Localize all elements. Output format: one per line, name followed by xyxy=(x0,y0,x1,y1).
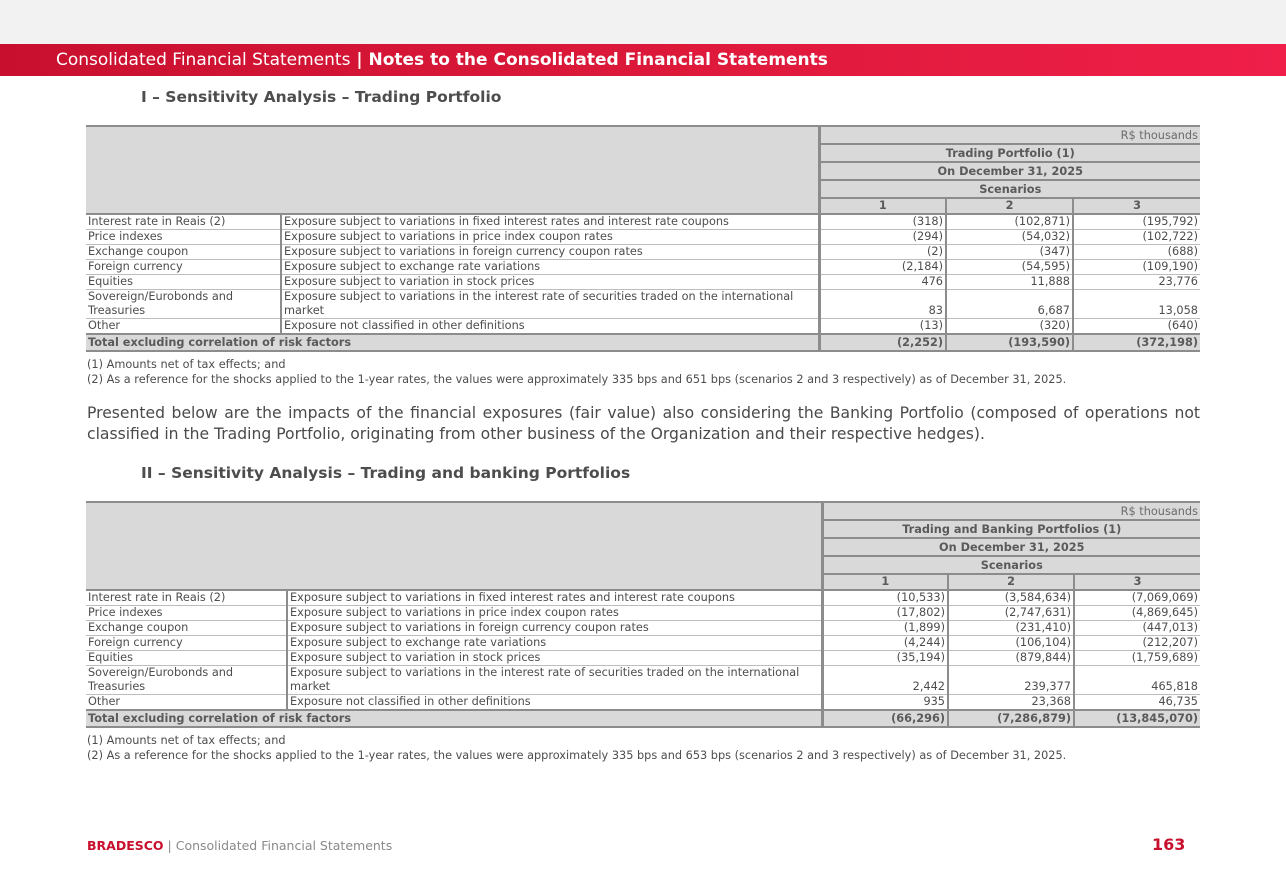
scenario-1-value: 2,442 xyxy=(822,666,948,695)
scenario-3-header: 3 xyxy=(1074,574,1200,590)
risk-factor-cell: Foreign currency xyxy=(86,636,287,651)
total-row xyxy=(86,710,1200,727)
scenario-3-value: (102,722) xyxy=(1073,230,1200,245)
header-separator: | xyxy=(350,50,369,70)
total-label: Total excluding correlation of risk factors xyxy=(86,334,819,351)
table1-note-2: (2) As a reference for the shocks applied to the 1-year rates, the values were approximately 335 bps and 651 bps (scenarios 2 and 3 respectively) as of December 31, 2025. xyxy=(87,373,1067,386)
scenario-3-value: (7,069,069) xyxy=(1074,590,1200,606)
header-subsection: Notes to the Consolidated Financial Statements xyxy=(368,50,828,70)
scenario-1-value: (35,194) xyxy=(822,651,948,666)
page-number: 163 xyxy=(1152,835,1186,854)
scenario-3-value: 23,776 xyxy=(1073,275,1200,290)
scenario-2-value: (347) xyxy=(946,245,1073,260)
total-scenario-3: (13,845,070) xyxy=(1074,710,1200,727)
scenario-2-header: 2 xyxy=(948,574,1074,590)
risk-factor-cell: Equities xyxy=(86,275,281,290)
scenario-1-value: 83 xyxy=(819,290,946,319)
exposure-description-cell: Exposure subject to variations in fixed interest rates and interest rate coupons xyxy=(287,590,822,606)
table-row xyxy=(86,621,1200,636)
scenario-1-value: (4,244) xyxy=(822,636,948,651)
table-row xyxy=(86,590,1200,606)
footer-text: Consolidated Financial Statements xyxy=(175,838,393,853)
scenario-2-value: 6,687 xyxy=(946,290,1073,319)
table-row xyxy=(86,319,1200,335)
table-row xyxy=(86,695,1200,711)
exposure-description-cell: Exposure subject to variations in fixed interest rates and interest rate coupons xyxy=(281,214,819,230)
table-row xyxy=(86,651,1200,666)
trading-portfolio-table xyxy=(86,125,1200,352)
table-row xyxy=(86,230,1200,245)
header-section: Consolidated Financial Statements xyxy=(56,50,351,70)
exposure-description-cell: Exposure subject to variation in stock prices xyxy=(281,275,819,290)
header-blank xyxy=(86,126,819,214)
scenario-3-value: (4,869,645) xyxy=(1074,606,1200,621)
risk-factor-cell: Interest rate in Reais (2) xyxy=(86,590,287,606)
risk-factor-cell: Sovereign/Eurobonds and Treasuries xyxy=(86,290,281,319)
footer-brand: BRADESCO xyxy=(87,838,164,853)
scenario-1-value: (2) xyxy=(819,245,946,260)
risk-factor-cell: Foreign currency xyxy=(86,260,281,275)
scenario-1-value: (318) xyxy=(819,214,946,230)
scenario-1-value: (17,802) xyxy=(822,606,948,621)
scenarios-label: Scenarios xyxy=(819,180,1200,198)
table-row xyxy=(86,260,1200,275)
page-header-banner xyxy=(0,44,1286,76)
total-scenario-3: (372,198) xyxy=(1073,334,1200,351)
table1-title: I – Sensitivity Analysis – Trading Portfolio xyxy=(141,88,502,106)
scenario-1-header: 1 xyxy=(822,574,948,590)
scenario-3-value: 46,735 xyxy=(1074,695,1200,711)
scenario-2-value: (231,410) xyxy=(948,621,1074,636)
risk-factor-cell: Price indexes xyxy=(86,230,281,245)
scenario-2-value: 11,888 xyxy=(946,275,1073,290)
scenario-3-value: (195,792) xyxy=(1073,214,1200,230)
scenario-1-value: (13) xyxy=(819,319,946,335)
table1-note-1: (1) Amounts net of tax effects; and xyxy=(87,358,286,371)
table2-title: II – Sensitivity Analysis – Trading and banking Portfolios xyxy=(141,464,631,482)
scenario-2-value: (879,844) xyxy=(948,651,1074,666)
risk-factor-cell: Exchange coupon xyxy=(86,245,281,260)
total-row xyxy=(86,334,1200,351)
exposure-description-cell: Exposure subject to variations in price index coupon rates xyxy=(287,606,822,621)
portfolio-label: Trading and Banking Portfolios (1) xyxy=(822,520,1200,538)
scenario-3-value: 13,058 xyxy=(1073,290,1200,319)
page-footer xyxy=(87,838,392,853)
scenario-1-value: (294) xyxy=(819,230,946,245)
risk-factor-cell: Equities xyxy=(86,651,287,666)
exposure-description-cell: Exposure subject to variations in foreign currency coupon rates xyxy=(287,621,822,636)
risk-factor-cell: Interest rate in Reais (2) xyxy=(86,214,281,230)
date-label: On December 31, 2025 xyxy=(819,162,1200,180)
scenario-3-value: 465,818 xyxy=(1074,666,1200,695)
top-margin xyxy=(0,0,1286,44)
exposure-description-cell: Exposure subject to variations in the interest rate of securities traded on the international market xyxy=(281,290,819,319)
scenario-2-value: 23,368 xyxy=(948,695,1074,711)
table-row xyxy=(86,666,1200,695)
scenario-1-value: 935 xyxy=(822,695,948,711)
scenario-3-header: 3 xyxy=(1073,198,1200,214)
scenario-1-value: (10,533) xyxy=(822,590,948,606)
exposure-description-cell: Exposure subject to variations in the interest rate of securities traded on the international market xyxy=(287,666,822,695)
scenario-3-value: (212,207) xyxy=(1074,636,1200,651)
scenario-2-value: (2,747,631) xyxy=(948,606,1074,621)
exposure-description-cell: Exposure not classified in other definitions xyxy=(287,695,822,711)
units-label: R$ thousands xyxy=(822,502,1200,520)
table-row xyxy=(86,290,1200,319)
scenario-1-value: 476 xyxy=(819,275,946,290)
scenario-2-value: (102,871) xyxy=(946,214,1073,230)
risk-factor-cell: Other xyxy=(86,695,287,711)
portfolio-label: Trading Portfolio (1) xyxy=(819,144,1200,162)
exposure-description-cell: Exposure subject to variation in stock prices xyxy=(287,651,822,666)
scenario-2-value: (54,595) xyxy=(946,260,1073,275)
risk-factor-cell: Price indexes xyxy=(86,606,287,621)
units-label: R$ thousands xyxy=(819,126,1200,144)
total-scenario-2: (193,590) xyxy=(946,334,1073,351)
risk-factor-cell: Exchange coupon xyxy=(86,621,287,636)
scenario-3-value: (688) xyxy=(1073,245,1200,260)
risk-factor-cell: Sovereign/Eurobonds and Treasuries xyxy=(86,666,287,695)
scenario-3-value: (447,013) xyxy=(1074,621,1200,636)
scenario-2-value: 239,377 xyxy=(948,666,1074,695)
scenario-2-value: (320) xyxy=(946,319,1073,335)
table-row xyxy=(86,214,1200,230)
exposure-description-cell: Exposure subject to variations in foreign currency coupon rates xyxy=(281,245,819,260)
scenario-3-value: (640) xyxy=(1073,319,1200,335)
date-label: On December 31, 2025 xyxy=(822,538,1200,556)
table-row xyxy=(86,636,1200,651)
scenario-1-header: 1 xyxy=(819,198,946,214)
scenario-2-value: (3,584,634) xyxy=(948,590,1074,606)
table-row xyxy=(86,606,1200,621)
total-scenario-1: (66,296) xyxy=(822,710,948,727)
total-label: Total excluding correlation of risk factors xyxy=(86,710,822,727)
scenario-2-header: 2 xyxy=(946,198,1073,214)
exposure-description-cell: Exposure subject to variations in price index coupon rates xyxy=(281,230,819,245)
scenarios-label: Scenarios xyxy=(822,556,1200,574)
total-scenario-2: (7,286,879) xyxy=(948,710,1074,727)
footer-separator: | xyxy=(163,838,176,853)
scenario-3-value: (109,190) xyxy=(1073,260,1200,275)
exposure-description-cell: Exposure subject to exchange rate variations xyxy=(287,636,822,651)
scenario-2-value: (54,032) xyxy=(946,230,1073,245)
total-scenario-1: (2,252) xyxy=(819,334,946,351)
header-blank xyxy=(86,502,822,590)
scenario-3-value: (1,759,689) xyxy=(1074,651,1200,666)
table-row xyxy=(86,245,1200,260)
exposure-description-cell: Exposure not classified in other definitions xyxy=(281,319,819,335)
risk-factor-cell: Other xyxy=(86,319,281,335)
trading-banking-portfolio-table xyxy=(86,501,1200,728)
table2-note-1: (1) Amounts net of tax effects; and xyxy=(87,734,286,747)
scenario-1-value: (2,184) xyxy=(819,260,946,275)
intro-paragraph: Presented below are the impacts of the financial exposures (fair value) also considering the Banking Portfolio (composed of operations not classified in the Trading Portfolio, originating from other business of the Organization and their respective hedges). xyxy=(87,404,1200,443)
table-row xyxy=(86,275,1200,290)
scenario-2-value: (106,104) xyxy=(948,636,1074,651)
scenario-1-value: (1,899) xyxy=(822,621,948,636)
table2-note-2: (2) As a reference for the shocks applied to the 1-year rates, the values were approximately 335 bps and 653 bps (scenarios 2 and 3 respectively) as of December 31, 2025. xyxy=(87,749,1067,762)
exposure-description-cell: Exposure subject to exchange rate variations xyxy=(281,260,819,275)
